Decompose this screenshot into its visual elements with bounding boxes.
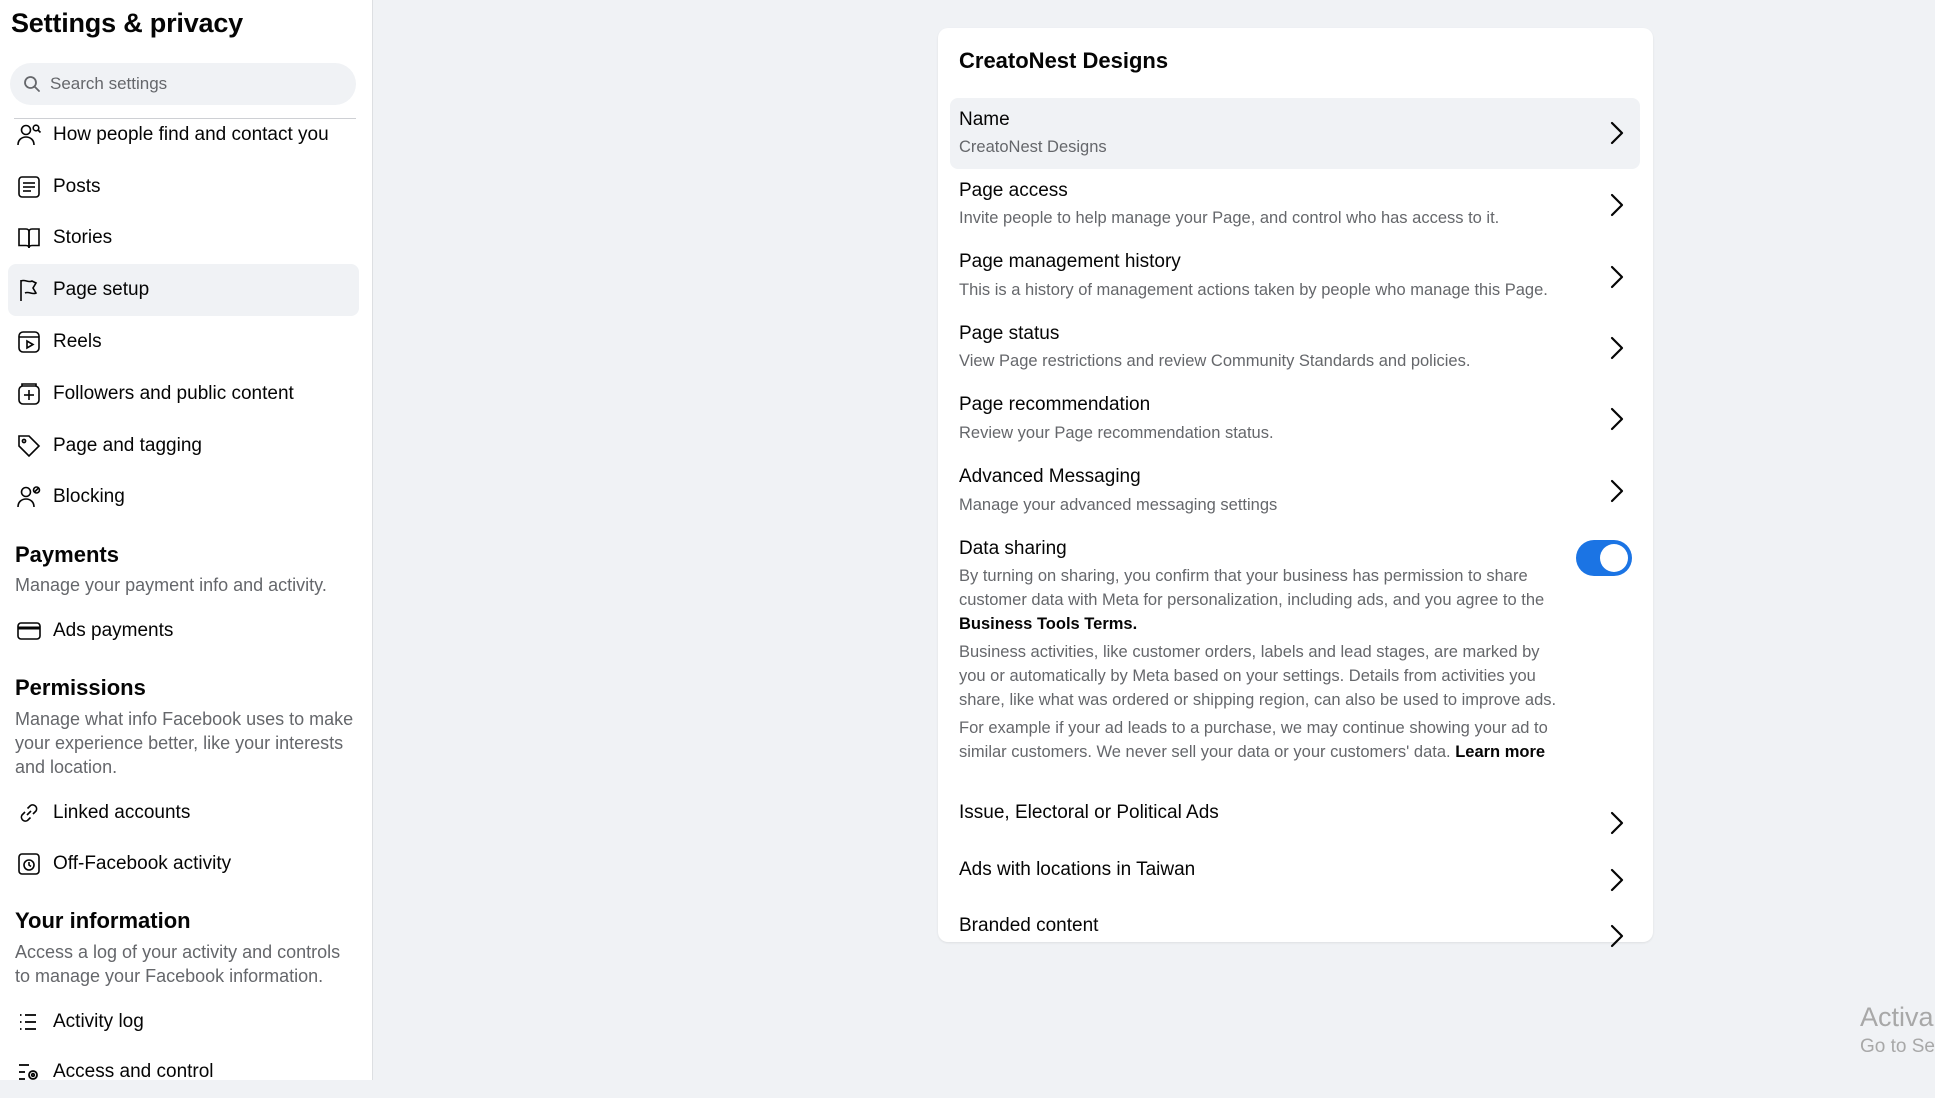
sidebar-item-label: Reels [53,331,102,352]
row-label: Issue, Electoral or Political Ads [959,802,1219,823]
toggle-knob [1600,544,1628,572]
learn-more-link[interactable]: Learn more [1455,743,1546,761]
search-box[interactable] [10,63,356,105]
row-label: Page access [959,180,1068,201]
row-label: Page status [959,323,1060,344]
your-information-section-desc: Access a log of your activity and controls to manage your Facebook information. [15,942,341,986]
activation-watermark-line1: Activa [1860,1002,1934,1032]
settings-sidebar [0,0,373,1080]
chevron-right-icon [1606,262,1628,292]
row-desc: View Page restrictions and review Community Standards and policies. [959,352,1471,370]
row-desc: CreatoNest Designs [959,138,1107,156]
payments-section-title: Payments [15,542,119,567]
chevron-right-icon [1606,190,1628,220]
chevron-right-icon [1606,404,1628,434]
list-gear-icon [15,1058,43,1086]
reels-icon [15,328,43,356]
business-tools-terms-link[interactable]: Business Tools Terms. [959,615,1138,633]
sidebar-item-label: Followers and public content [53,383,294,404]
history-icon [15,850,43,878]
row-branded-content[interactable] [950,906,1640,936]
chevron-right-icon [1606,476,1628,506]
payments-section-desc: Manage your payment info and activity. [15,575,327,595]
card-title: CreatoNest Designs [959,48,1169,73]
person-search-icon [15,121,43,149]
person-block-icon [15,483,43,511]
search-input[interactable] [50,74,340,94]
chevron-right-icon [1606,808,1628,838]
row-political-ads[interactable] [950,794,1640,850]
book-icon [15,224,43,252]
flag-icon [15,276,43,304]
row-page-access[interactable] [950,170,1640,241]
permissions-section-title: Permissions [15,675,146,700]
list-icon [15,1008,43,1036]
row-ads-locations-taiwan[interactable] [950,850,1640,906]
row-label: Page recommendation [959,394,1151,415]
sidebar-item-label: Stories [53,227,113,248]
sidebar-item-label: Page and tagging [53,435,202,456]
sidebar-item-label: Linked accounts [53,802,191,823]
row-page-recommendation[interactable] [950,385,1640,456]
row-label: Advanced Messaging [959,466,1141,487]
page-settings-card [938,28,1653,942]
data-sharing-desc-1 [959,564,1559,636]
data-sharing-para-3: For example if your ad leads to a purchase, we may continue showing your ad to similar customers. We never sell your data or your customers' data. [959,719,1548,761]
sidebar-item-linked-accounts[interactable] [8,787,359,839]
row-page-management-history[interactable] [950,241,1640,312]
sidebar-item-page-tagging[interactable] [8,420,359,472]
sidebar-item-label: Activity log [53,1011,144,1032]
sidebar-item-stories[interactable] [8,212,359,264]
sidebar-item-ads-payments[interactable] [8,605,359,657]
row-desc: This is a history of management actions taken by people who manage this Page. [959,281,1548,299]
link-icon [15,799,43,827]
sidebar-item-off-facebook-activity[interactable] [8,838,359,890]
sidebar-item-label: Ads payments [53,620,174,641]
credit-card-icon [15,617,43,645]
sidebar-item-posts[interactable] [8,161,359,213]
row-advanced-messaging[interactable] [950,456,1640,527]
your-information-section-title: Your information [15,908,191,933]
row-label: Name [959,109,1010,130]
sidebar-item-page-setup[interactable] [8,264,359,316]
sidebar-item-followers[interactable] [8,368,359,420]
activation-watermark-line2: Go to Se [1860,1036,1935,1057]
data-sharing-toggle[interactable] [1576,540,1632,576]
data-sharing-para-2: Business activities, like customer orders, labels and lead stages, are marked by you or automatically by Meta based on your settings. Details from activities you share, like what was ordered or shipping region, can also be used to improve ads. [959,643,1557,709]
sidebar-item-reels[interactable] [8,316,359,368]
row-label: Ads with locations in Taiwan [959,859,1196,880]
sidebar-item-label: Access and control [53,1061,214,1082]
tag-icon [15,432,43,460]
chevron-right-icon [1606,333,1628,363]
sidebar-item-label: Blocking [53,486,125,507]
row-label: Branded content [959,915,1099,936]
search-icon [22,74,42,94]
posts-icon [15,173,43,201]
sidebar-item-label: Page setup [53,279,150,300]
sidebar-item-label: Off-Facebook activity [53,853,232,874]
sidebar-item-how-people-find[interactable] [8,109,359,161]
sidebar-item-label: How people find and contact you [53,124,329,145]
plus-square-icon [15,380,43,408]
permissions-section-desc: Manage what info Facebook uses to make your experience better, like your interests and location. [15,709,354,777]
data-sharing-desc-3 [959,716,1559,764]
chevron-right-icon [1606,865,1628,895]
sidebar-item-access-and-control[interactable] [8,1046,359,1098]
row-desc: Manage your advanced messaging settings [959,496,1278,514]
row-label: Data sharing [959,538,1067,559]
sidebar-item-activity-log[interactable] [8,996,359,1048]
row-label: Page management history [959,251,1181,272]
row-name[interactable] [950,98,1640,169]
row-desc: Review your Page recommendation status. [959,424,1274,442]
chevron-right-icon [1606,118,1628,148]
data-sharing-para-1: By turning on sharing, you confirm that your business has permission to share customer data with Meta for personalization, including ads, and you agree to the [959,567,1545,609]
sidebar-item-blocking[interactable] [8,471,359,523]
row-page-status[interactable] [950,313,1640,384]
sidebar-item-label: Posts [53,176,101,197]
chevron-right-icon [1606,921,1628,951]
row-desc: Invite people to help manage your Page, and control who has access to it. [959,209,1500,227]
sidebar-title: Settings & privacy [11,8,243,38]
